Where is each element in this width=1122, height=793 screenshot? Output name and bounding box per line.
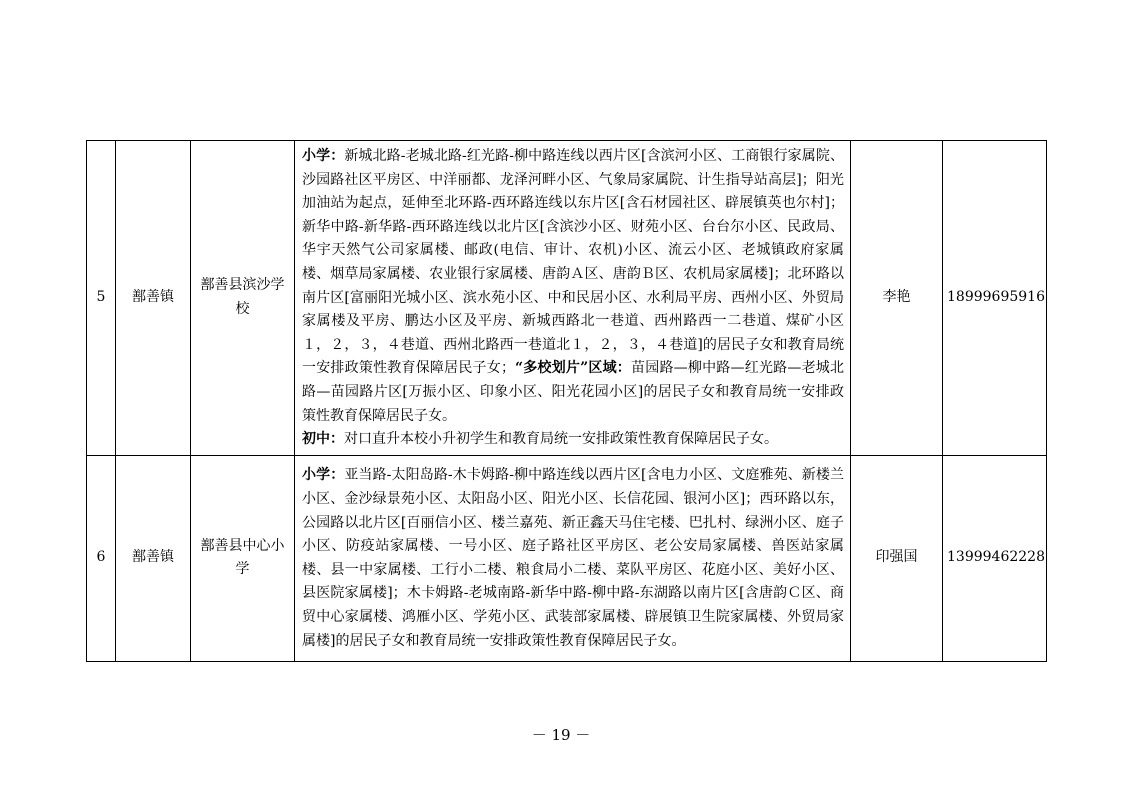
contact-person: 印强国 bbox=[851, 455, 943, 661]
school-name: 鄯善县滨沙学校 bbox=[191, 141, 295, 456]
primary-zone-text: 亚当路-太阳岛路-木卡姆路-柳中路连线以西片区[含电力小区、文庭雅苑、新楼兰小区、金沙绿景苑小区、太阳岛小区、阳光小区、长信花园、银河小区]；西环路以东，公园路以北片区[百丽信小区、楼兰嘉苑、新正鑫天马住宅楼、巴扎村、绿洲小区、庭子小区、防疫站家属楼、一号小区、庭子路社区平房区、老公安局家属楼、兽医站家属楼、县一中家属楼、工行小二楼、粮食局小二楼、菜队平房区、花庭小区、美好小区、县医院家属楼]；木卡姆路-老城南路-新华中路-柳中路-东湖路以南片区[含唐韵Ｃ区、商贸中心家属楼、鸿雁小区、学苑小区、武装部家属楼、辟展镇卫生院家属楼、外贸局家属楼]的居民子女和教育局统一安排政策性教育保障居民子女。 bbox=[302, 467, 844, 649]
town-name: 鄯善镇 bbox=[116, 141, 191, 456]
primary-label: 小学： bbox=[302, 467, 345, 484]
school-name: 鄯善县中心小学 bbox=[191, 455, 295, 661]
contact-phone: 18999695916 bbox=[943, 141, 1047, 456]
table-row bbox=[87, 141, 1047, 456]
middle-zone-text: 对口直升本校小升初学生和教育局统一安排政策性教育保障居民子女。 bbox=[344, 431, 778, 448]
contact-person: 李艳 bbox=[851, 141, 943, 456]
multi-school-label: “多校划片”区域： bbox=[515, 360, 632, 377]
primary-zone-text: 新城北路-老城北路-红光路-柳中路连线以西片区[含滨河小区、工商银行家属院、沙园路社区平房区、中洋丽都、龙泽河畔小区、气象局家属院、计生指导站高层]；阳光加油站为起点，延伸至北环路-西环路连线以东片区[含石材园社区、辟展镇英也尔村]；新华中路-新华路-西环路连线以北片区[含滨沙小区、财苑小区、台台尔小区、民政局、华宇天然气公司家属楼、邮政(电信、审计、农机)小区、流云小区、老城镇政府家属楼、烟草局家属楼、农业银行家属楼、唐韵Ａ区、唐韵Ｂ区、农机局家属楼]；北环路以南片区[富丽阳光城小区、滨水苑小区、中和民居小区、水利局平房、西州小区、外贸局家属楼及平房、鹏达小区及平房、新城西路北一巷道、西州路西一二巷道、煤矿小区１，２，３，４巷道、西州北路西一巷道北１，２，３，４巷道]的居民子女和教育局统一安排政策性教育保障居民子女； bbox=[302, 148, 844, 377]
table-row bbox=[87, 455, 1047, 661]
town-name: 鄯善镇 bbox=[116, 455, 191, 661]
multi-school-text: 苗园路—柳中路—红光路—老城北路—苗园路片区[万振小区、印象小区、阳光花园小区]的居民子女和教育局统一安排政策性教育保障居民子女。 bbox=[302, 360, 845, 424]
row-number: 5 bbox=[87, 141, 116, 456]
zone-description bbox=[295, 141, 851, 456]
page-number: － 19 － bbox=[531, 726, 591, 744]
zone-description bbox=[295, 455, 851, 661]
primary-label: 小学： bbox=[302, 148, 345, 164]
school-zone-table bbox=[86, 140, 1047, 662]
contact-phone: 13999462228 bbox=[943, 455, 1047, 661]
middle-label: 初中： bbox=[302, 431, 344, 448]
row-number: 6 bbox=[87, 455, 116, 661]
